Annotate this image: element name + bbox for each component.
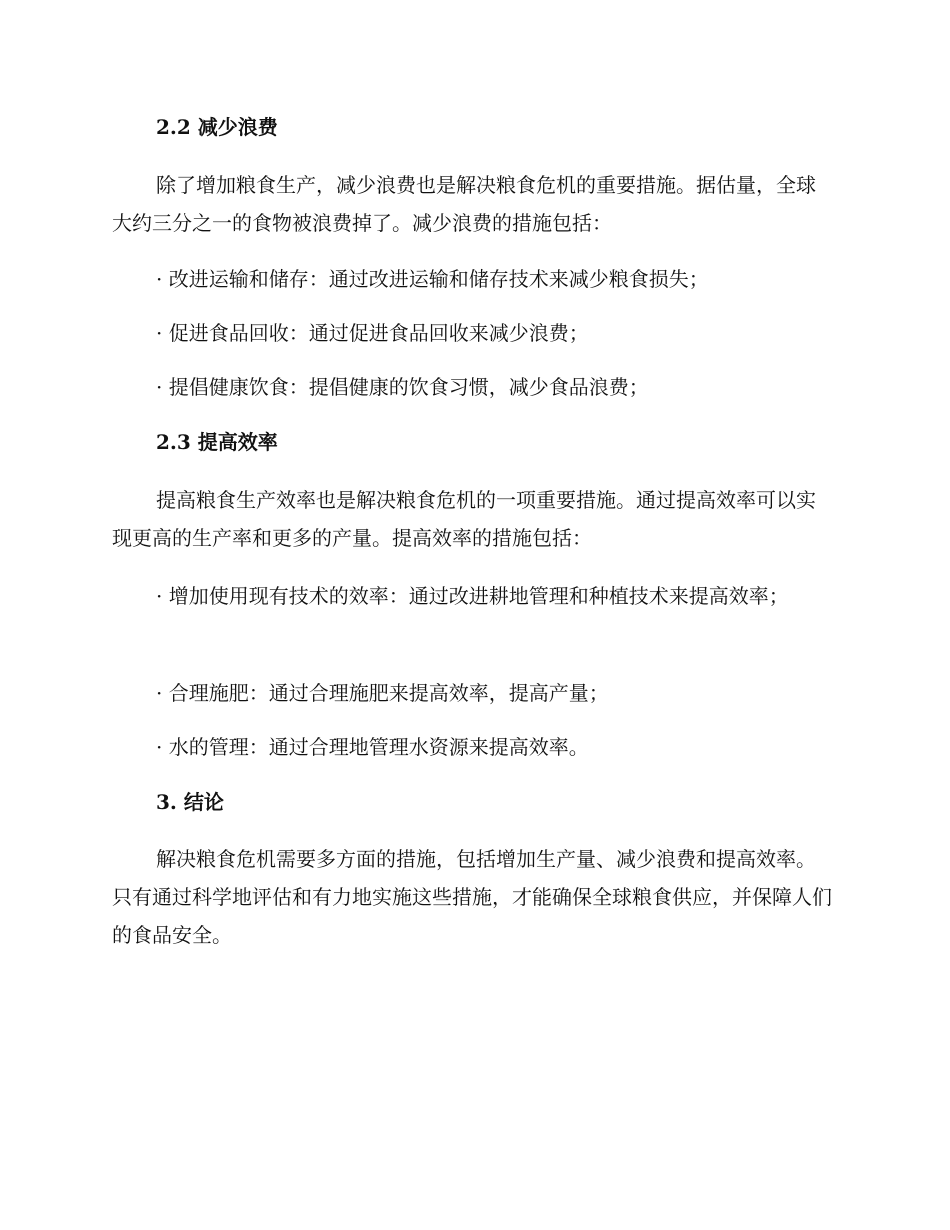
section-2-2-intro: 除了增加粮食生产，减少浪费也是解决粮食危机的重要措施。据估量，全球大约三分之一的食物被浪费掉了。减少浪费的措施包括： <box>112 173 816 235</box>
list-item: · 提倡健康饮食：提倡健康的饮食习惯，减少食品浪费； <box>156 375 649 399</box>
list-item: · 水的管理：通过合理地管理水资源来提高效率。 <box>156 735 589 759</box>
section-heading-2-2: 2.2 减少浪费 <box>156 115 278 139</box>
section-heading-3: 3. 结论 <box>156 790 224 814</box>
list-item: · 促进食品回收：通过促进食品回收来减少浪费； <box>156 321 589 345</box>
section-heading-2-3: 2.3 提高效率 <box>156 430 278 454</box>
section-2-3-intro: 提高粮食生产效率也是解决粮食危机的一项重要措施。通过提高效率可以实现更高的生产率和更多的产量。提高效率的措施包括： <box>112 488 816 550</box>
list-item: · 改进运输和储存：通过改进运输和储存技术来减少粮食损失； <box>156 267 709 291</box>
list-item: · 合理施肥：通过合理施肥来提高效率，提高产量； <box>156 681 609 705</box>
list-item: · 增加使用现有技术的效率：通过改进耕地管理和种植技术来提高效率； <box>156 584 789 608</box>
conclusion-body: 解决粮食危机需要多方面的措施，包括增加生产量、减少浪费和提高效率。只有通过科学地评估和有力地实施这些措施，才能确保全球粮食供应，并保障人们的食品安全。 <box>112 847 832 947</box>
